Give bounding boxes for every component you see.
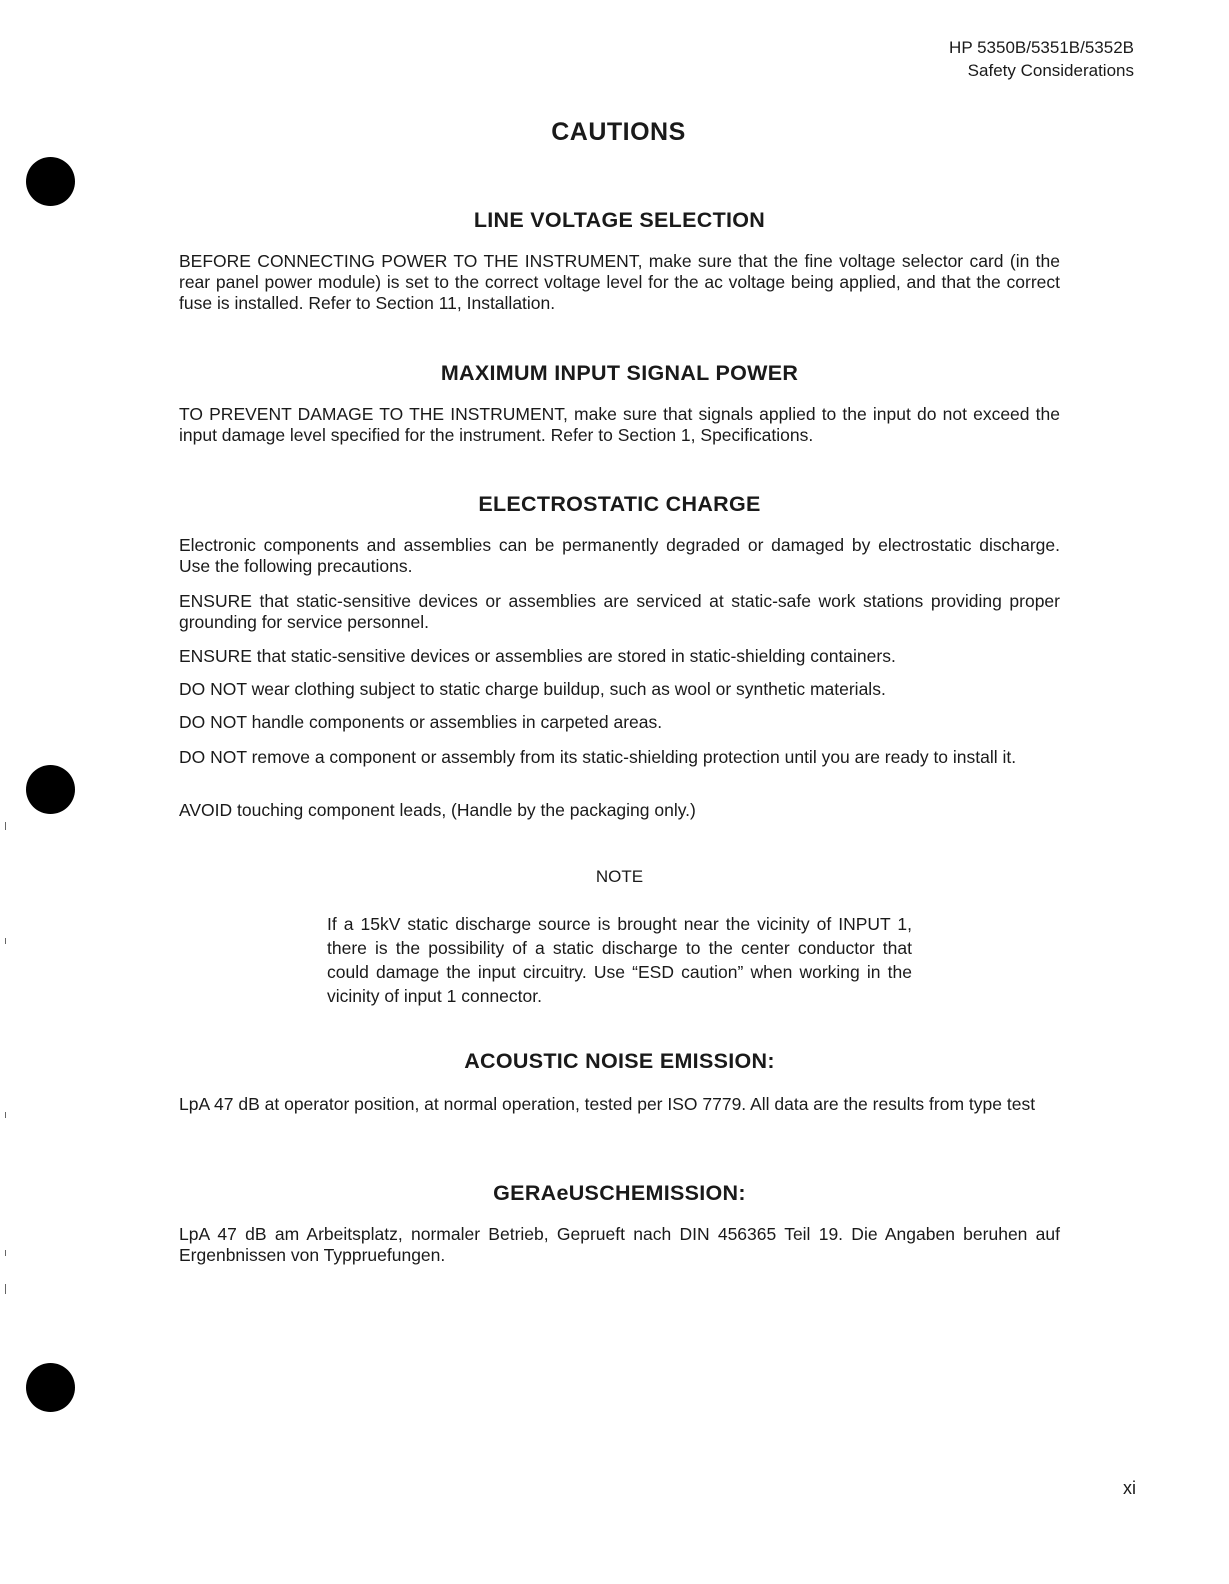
page-title: CAUTIONS (551, 118, 686, 146)
punch-hole-top (26, 157, 75, 206)
margin-mark (5, 1284, 6, 1294)
margin-mark (5, 1112, 6, 1118)
paragraph-do-not-handle: DO NOT handle components or assemblies in carpeted areas. (179, 712, 663, 732)
paragraph-do-not-wear: DO NOT wear clothing subject to static charge buildup, such as wool or synthetic materials. (179, 679, 886, 699)
heading-line-voltage: LINE VOLTAGE SELECTION (473, 208, 766, 232)
note-label: NOTE (595, 867, 644, 886)
paragraph-avoid: AVOID touching component leads, (Handle by the packaging only.) (179, 800, 696, 820)
margin-mark (5, 938, 6, 944)
page-number: xi (1123, 1478, 1136, 1498)
header-section: Safety Considerations (967, 61, 1134, 80)
heading-max-input: MAXIMUM INPUT SIGNAL POWER (440, 361, 799, 385)
punch-hole-bottom (26, 1363, 75, 1412)
paragraph-line-voltage: BEFORE CONNECTING POWER TO THE INSTRUMENT, make sure that the fine voltage selector card (in the rear panel power module) is set to the correct voltage level for the ac voltage being applied, and that the correct fuse is installed. Refer to Section 11, Installation. (179, 251, 1060, 313)
heading-geraeusch: GERAeUSCHEMISSION: (493, 1181, 746, 1205)
paragraph-ensure-serviced: ENSURE that static-sensitive devices or assemblies are serviced at static-safe work stations providing proper grounding for service personnel. (179, 591, 1060, 632)
paragraph-do-not-remove: DO NOT remove a component or assembly from its static-shielding protection until you are ready to install it. (179, 747, 1017, 767)
page-header (949, 36, 1134, 82)
paragraph-geraeusch: LpA 47 dB am Arbeitsplatz, normaler Betrieb, Geprueft nach DIN 456365 Teil 19. Die Angaben beruhen auf Ergenbnissen von Typpruefungen. (179, 1224, 1060, 1265)
paragraph-electrostatic-intro: Electronic components and assemblies can be permanently degraded or damaged by electrostatic discharge. Use the following precautions. (179, 535, 1060, 576)
paragraph-max-input: TO PREVENT DAMAGE TO THE INSTRUMENT, make sure that signals applied to the input do not exceed the input damage level specified for the instrument. Refer to Section 1, Specifications. (179, 404, 1060, 445)
punch-hole-middle (26, 765, 75, 814)
paragraph-ensure-stored: ENSURE that static-sensitive devices or assemblies are stored in static-shielding containers. (179, 646, 896, 666)
note-body: If a 15kV static discharge source is brought near the vicinity of INPUT 1, there is the possibility of a static discharge to the center conductor that could damage the input circuitry. Use “ESD caution” when working in the vicinity of input 1 connector. (327, 914, 912, 1006)
header-model: HP 5350B/5351B/5352B (949, 38, 1134, 57)
margin-mark (5, 1250, 6, 1256)
margin-mark (5, 822, 6, 830)
heading-electrostatic: ELECTROSTATIC CHARGE (478, 492, 761, 516)
heading-acoustic: ACOUSTIC NOISE EMISSION: (464, 1049, 775, 1073)
paragraph-acoustic: LpA 47 dB at operator position, at normal operation, tested per ISO 7779. All data are the results from type test (179, 1094, 1036, 1114)
